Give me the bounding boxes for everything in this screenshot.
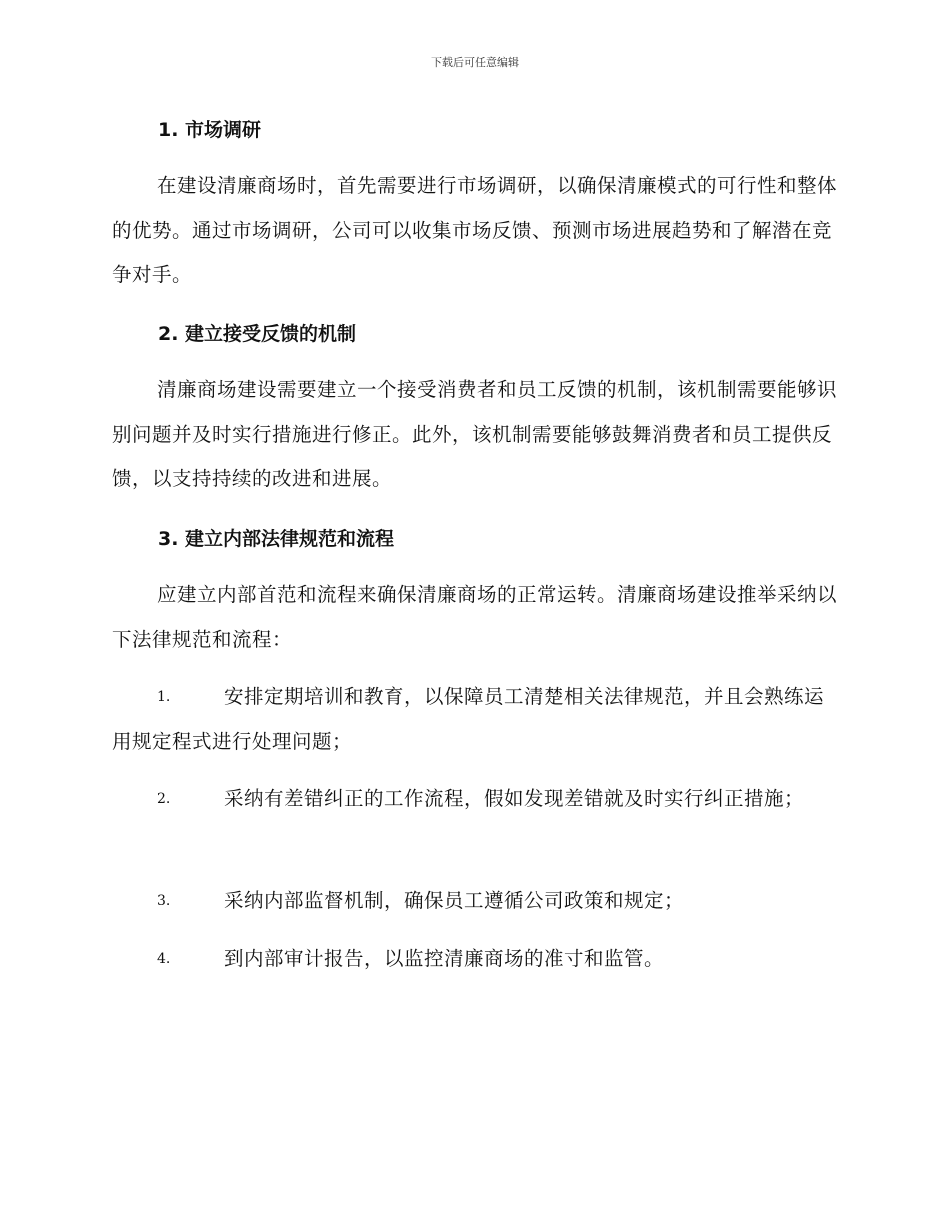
- section-heading-internal-rules: 3. 建立内部法律规范和流程: [158, 528, 395, 550]
- list-item-text: 采纳内部监督机制，确保员工遵循公司政策和规定；: [224, 889, 685, 912]
- list-item: [112, 937, 838, 982]
- section-paragraph-market-research: 在建设清廉商场时，首先需要进行市场调研，以确保清廉模式的可行性和整体的优势。通过市场调研，公司可以收集市场反馈、预测市场进展趋势和了解潜在竞争对手。: [112, 174, 838, 286]
- list-item-number: 2.: [157, 791, 171, 807]
- list-item: [112, 675, 838, 764]
- section-paragraph-feedback-mechanism: 清廉商场建设需要建立一个接受消费者和员工反馈的机制，该机制需要能够识别问题并及时实行措施进行修正。此外，该机制需要能够鼓舞消费者和员工提供反馈，以支持持续的改进和进展。: [112, 378, 838, 490]
- section-heading-market-research: 1. 市场调研: [158, 119, 262, 141]
- page-header: 下载后可任意编辑: [431, 56, 519, 69]
- list-item: [112, 777, 838, 822]
- list-item-text: 到内部审计报告，以监控清廉商场的准寸和监管。: [224, 947, 665, 970]
- list-item: [112, 879, 838, 924]
- section-paragraph-internal-rules: 应建立内部首范和流程来确保清廉商场的正常运转。清廉商场建设推举采纳以下法律规范和流程：: [112, 583, 838, 651]
- section-heading-feedback-mechanism: 2. 建立接受反馈的机制: [158, 323, 357, 345]
- list-item-text: 采纳有差错纠正的工作流程，假如发现差错就及时实行纠正措施；: [224, 787, 805, 810]
- list-item-text: 安排定期培训和教育，以保障员工清楚相关法律规范，并且会熟练运用规定程式进行处理问题；: [112, 685, 825, 753]
- list-item-number: 3.: [157, 893, 171, 909]
- list-item-number: 4.: [157, 951, 171, 967]
- list-item-number: 1.: [157, 689, 171, 705]
